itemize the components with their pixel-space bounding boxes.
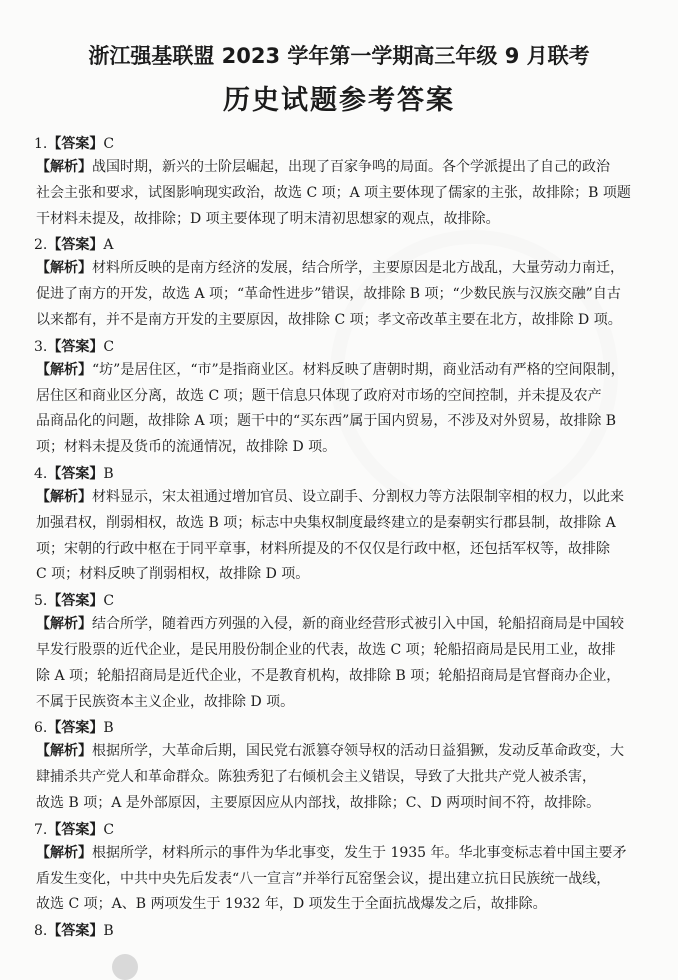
analysis-paragraph [36,358,658,461]
analysis-text: “坊”是居住区，“市”是指商业区。材料反映了唐朝时期，商业活动有严格的空间限制， [92,361,625,378]
page-corner-icon [112,954,138,980]
answer-list [36,133,658,944]
answer-choice: A [103,237,114,254]
question-block [36,133,658,232]
question-block [36,463,658,588]
analysis-text: 项；宋朝的行政中枢在于同平章事，材料所提及的不仅仅是行政中枢，还包括军权等，故排除 [36,540,610,557]
analysis-line [36,537,658,563]
analysis-text: 加强君权，削弱相权，故选 B 项；标志中央集权制度最终建立的是秦朝实行郡县制，故排除 A [36,514,616,531]
analysis-text: 以来都有，并不是南方开发的主要原因，故排除 C 项；孝文帝改革主要在北方，故排除 D 项。 [36,311,622,328]
question-number: 5. [34,593,48,610]
answer-line [34,590,658,612]
document-title: 浙江强基联盟 2023 学年第一学期高三年级 9 月联考 [88,44,590,68]
answer-line [34,717,658,739]
document-subtitle: 历史试题参考答案 [223,85,455,116]
analysis-text: 干材料未提及，故排除；D 项主要体现了明末清初思想家的观点，故排除。 [36,210,500,227]
analysis-paragraph [36,841,658,918]
answer-choice: C [103,821,115,838]
analysis-line [36,612,658,638]
analysis-text: 故选 C 项；A、B 两项发生于 1932 年，D 项发生于全面抗战爆发之后，故排除。 [36,896,547,913]
analysis-text: C 项；材料反映了削弱相权，故排除 D 项。 [36,566,310,583]
analysis-line [36,664,658,690]
analysis-text: 材料所反映的是南方经济的发展，结合所学，主要原因是北方战乱，大量劳动力南迁， [92,260,624,277]
analysis-text: 品商品化的问题，故排除 A 项；题干中的“买东西”属于国内贸易，不涉及对外贸易，故排除 B [36,413,617,430]
analysis-paragraph [36,739,658,816]
question-block [36,819,658,918]
analysis-text: 材料显示，宋太祖通过增加官员、设立副手、分割权力等方法限制宰相的权力，以此来 [92,488,624,505]
analysis-tag: 【解析】 [36,844,92,861]
question-block [36,717,658,816]
analysis-paragraph [36,256,658,333]
analysis-text: 肆捕杀共产党人和革命群众。陈独秀犯了右倾机会主义错误，导致了大批共产党人被杀害， [36,769,596,786]
question-block [36,336,658,461]
question-block [36,920,658,942]
answer-tag: 【答案】 [47,821,104,838]
question-number: 4. [34,465,48,482]
answer-tag: 【答案】 [47,338,104,355]
analysis-line [36,409,658,435]
analysis-line [36,181,658,207]
analysis-text: 社会主张和要求，试图影响现实政治，故选 C 项；A 项主要体现了儒家的主张，故排除；B 项题 [36,184,631,201]
answer-tag: 【答案】 [47,237,104,254]
analysis-line [36,384,658,410]
question-number: 3. [34,338,48,355]
analysis-line [36,435,658,461]
analysis-line [36,358,658,384]
answer-line [34,234,658,256]
answer-tag: 【答案】 [47,923,104,940]
question-number: 6. [34,720,48,737]
analysis-line [36,485,658,511]
question-block [36,590,658,715]
analysis-text: 早发行股票的近代企业，是民用股份制企业的代表，故选 C 项；轮船招商局是民用工业，故排 [36,641,616,658]
analysis-text: 盾发生变化，中共中央先后发表“八一宣言”并举行瓦窑堡会议，提出建立抗日民族统一战线， [36,870,611,887]
analysis-text: 根据所学，材料所示的事件为华北事变，发生于 1935 年。华北事变标志着中国主要矛 [92,844,627,861]
analysis-paragraph [36,485,658,588]
analysis-line [36,282,658,308]
analysis-text: 项；材料未提及货币的流通情况，故排除 D 项。 [36,439,337,456]
analysis-tag: 【解析】 [36,488,92,505]
analysis-line [36,690,658,716]
analysis-text: 故选 B 项；A 是外部原因，主要原因应从内部找，故排除；C、D 两项时间不符，故排除。 [36,794,601,811]
analysis-tag: 【解析】 [36,159,92,175]
answer-tag: 【答案】 [47,465,104,482]
analysis-text: 除 A 项；轮船招商局是近代企业，不是教育机构，故排除 B 项；轮船招商局是官督商办企业， [36,667,621,684]
answer-choice: C [103,338,115,355]
analysis-line [36,638,658,664]
analysis-line [36,739,658,765]
answer-line [34,819,658,841]
answer-choice: C [103,593,115,610]
analysis-line [36,765,658,791]
question-number: 7. [34,821,48,838]
question-number: 8. [34,923,48,940]
answer-line [34,920,658,942]
analysis-tag: 【解析】 [36,260,92,277]
analysis-line [36,207,658,233]
analysis-line [36,562,658,588]
answer-choice: B [103,465,114,482]
analysis-paragraph [36,612,658,715]
analysis-line [36,155,658,181]
answer-choice: B [103,720,114,737]
answer-line [34,133,658,155]
answer-line [34,463,658,485]
answer-choice: C [103,136,115,152]
question-number: 1. [34,136,48,152]
answer-tag: 【答案】 [47,593,104,610]
analysis-line [36,867,658,893]
question-block [36,234,658,333]
analysis-text: 根据所学，大革命后期，国民党右派篡夺领导权的活动日益猖獗，发动反革命政变，大 [92,743,624,760]
analysis-text: 促进了南方的开发，故选 A 项；“革命性进步”错误，故排除 B 项；“少数民族与汉族交融”自古 [36,286,621,303]
analysis-line [36,892,658,918]
analysis-line [36,308,658,334]
answer-tag: 【答案】 [47,136,104,152]
analysis-tag: 【解析】 [36,616,92,633]
analysis-paragraph [36,155,658,232]
analysis-line [36,256,658,282]
analysis-line [36,511,658,537]
analysis-line [36,791,658,817]
analysis-tag: 【解析】 [36,361,92,378]
answer-tag: 【答案】 [47,720,104,737]
question-number: 2. [34,237,48,254]
analysis-tag: 【解析】 [36,743,92,760]
analysis-line [36,841,658,867]
analysis-text: 不属于民族资本主义企业，故排除 D 项。 [36,693,295,710]
analysis-text: 居住区和商业区分离，故选 C 项；题干信息只体现了政府对市场的空间控制，并未提及农产 [36,387,602,404]
analysis-text: 结合所学，随着西方列强的入侵，新的商业经营形式被引入中国，轮船招商局是中国较 [92,616,624,633]
answer-line [34,336,658,358]
answer-choice: B [103,923,114,940]
analysis-text: 战国时期，新兴的士阶层崛起，出现了百家争鸣的局面。各个学派提出了自己的政治 [92,159,610,175]
